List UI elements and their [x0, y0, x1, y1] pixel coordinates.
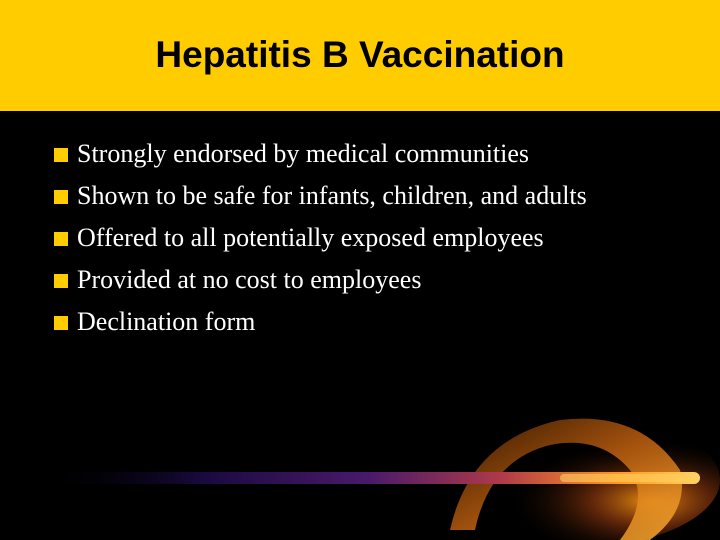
- bullet-item: [54, 136, 694, 172]
- bullet-text: Declination form: [77, 307, 256, 336]
- square-bullet-icon: [54, 316, 68, 330]
- bullet-item: [54, 304, 694, 340]
- square-bullet-icon: [54, 190, 68, 204]
- bullet-text: Provided at no cost to employees: [77, 265, 422, 294]
- bullet-text: Strongly endorsed by medical communities: [77, 139, 530, 168]
- bullet-text: Offered to all potentially exposed employees: [77, 223, 544, 252]
- square-bullet-icon: [54, 232, 68, 246]
- square-bullet-icon: [54, 148, 68, 162]
- square-bullet-icon: [54, 274, 68, 288]
- bullet-text: Shown to be safe for infants, children, and adults: [77, 181, 587, 210]
- bullet-item: [54, 220, 694, 256]
- title-bar: [0, 0, 720, 111]
- bullet-item: [54, 178, 637, 214]
- bullet-item: [54, 262, 694, 298]
- decorative-swoosh: [0, 400, 720, 540]
- slide-title: Hepatitis B Vaccination: [155, 33, 565, 75]
- bullet-list: [54, 136, 694, 346]
